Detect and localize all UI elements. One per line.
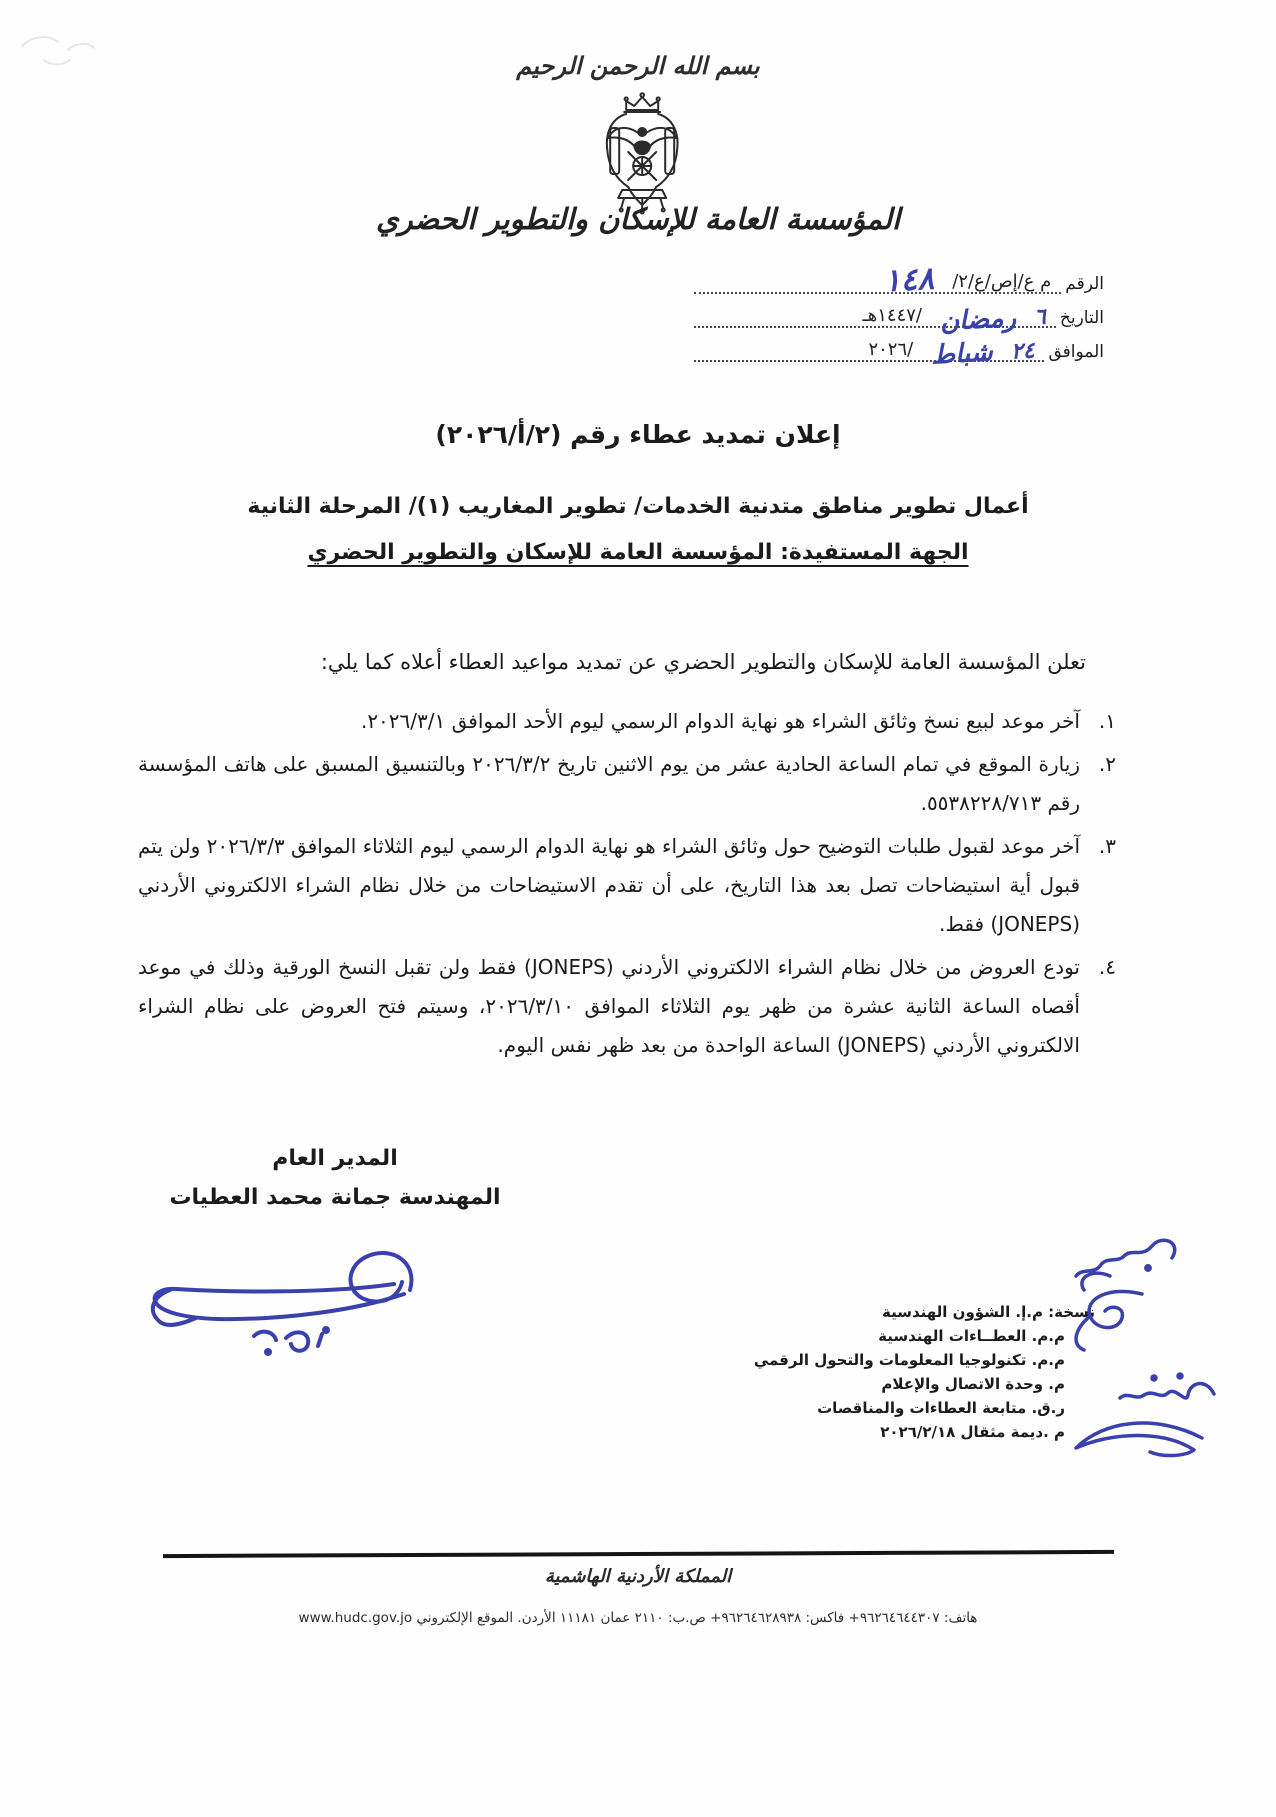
ref-date-dotted-line: [694, 303, 1056, 337]
list-item-text: آخر موعد لبيع نسخ وثائق الشراء هو نهاية الدوام الرسمي ليوم الأحد الموافق ٢٠٢٦/٣/١.: [360, 709, 1080, 733]
copy-line: ر.ق. متابعة العطاءات والمناقصات: [817, 1399, 1065, 1417]
org-name-calligraphy: المؤسسة العامة للإسكان والتطوير الحضري: [375, 202, 901, 236]
reference-block: [694, 260, 1104, 371]
bismillah-calligraphy: بسم الله الرحمن الرحيم: [516, 52, 760, 80]
footer-contact-line: هاتف: ٩٦٢٦٤٦٤٤٣٠٧+ فاكس: ٩٦٢٦٤٦٢٨٩٣٨+ ص.ب: ٢١١٠ عمان ١١١٨١ الأردن. الموقع الإلكتروني www.hudc.gov.jo: [298, 1610, 978, 1626]
list-item-number: ٣.: [1098, 834, 1116, 858]
handwritten-initials-bottom: [1030, 1362, 1230, 1477]
list-item-number: ٢.: [1098, 752, 1116, 776]
ref-date-month-handwritten: رمضان: [939, 303, 1017, 337]
signatory-title: المدير العام: [272, 1146, 398, 1171]
list-item: [138, 827, 1116, 944]
list-item: [138, 948, 1116, 1065]
signature-block: [120, 1146, 550, 1210]
copy-line: م .ديمة مثقال ٢٠٢٦/٢/١٨: [880, 1423, 1065, 1441]
list-item-text: تودع العروض من خلال نظام الشراء الالكتروني الأردني (JONEPS) فقط ولن تقبل النسخ الورقية وذلك في موعد أقصاه الساعة الثانية عشرة من ظهر يوم الثلاثاء الموافق ٢٠٢٦/٣/١٠، وسيتم فتح العروض على نظام الشراء الالكتروني الأردني (JONEPS) الساعة الواحدة من بعد ظهر نفس اليوم.: [138, 955, 1080, 1057]
subject-line-2: الجهة المستفيدة: المؤسسة العامة للإسكان والتطوير الحضري: [307, 540, 969, 565]
ref-greg-label: الموافق: [1048, 342, 1104, 362]
ref-number-label: الرقم: [1065, 274, 1104, 294]
ref-greg-year-printed: /٢٠٢٦: [868, 339, 914, 360]
list-item: [138, 745, 1116, 823]
ref-date-year-printed: /١٤٤٧هـ: [862, 305, 922, 326]
list-item-number: ٤.: [1098, 955, 1116, 979]
ref-number-dotted-line: [694, 260, 1061, 300]
tender-extension-list: [138, 702, 1116, 1069]
ref-gregorian-date-line: [694, 328, 1104, 371]
ref-number-handwritten: ١٤٨: [883, 260, 936, 300]
ref-greg-day-handwritten: ٢٤: [1010, 338, 1036, 365]
kingdom-calligraphy: المملكة الأردنية الهاشمية: [544, 1566, 732, 1587]
ref-greg-month-handwritten: شباط: [930, 337, 994, 371]
handwritten-initials-top: [990, 1228, 1200, 1368]
ref-number-printed: م ع/إص/ع/٢/: [952, 271, 1052, 292]
signatory-name: المهندسة جمانة محمد العطيات: [169, 1185, 501, 1210]
copy-line: م. وحدة الاتصال والإعلام: [881, 1375, 1065, 1393]
copy-line: م.م. العطــاءات الهندسية: [878, 1327, 1065, 1345]
intro-paragraph: تعلن المؤسسة العامة للإسكان والتطوير الحضري عن تمديد مواعيد العطاء أعلاه كما يلي:: [320, 650, 1086, 674]
ref-date-label: التاريخ: [1059, 308, 1104, 328]
list-item-text: زيارة الموقع في تمام الساعة الحادية عشر من يوم الاثنين تاريخ ٢٠٢٦/٣/٢ وبالتنسيق المسبق على هاتف المؤسسة رقم ٥٥٣٨٢٢٨/٧١٣.: [138, 752, 1080, 815]
list-item: [138, 702, 1116, 741]
ref-number-line: [694, 260, 1104, 300]
ref-date-day-handwritten: ٦: [1033, 304, 1047, 331]
director-signature-ink: [126, 1232, 456, 1372]
list-item-text: آخر موعد لقبول طلبات التوضيح حول وثائق الشراء هو نهاية الدوام الرسمي ليوم الثلاثاء الموافق ٢٠٢٦/٣/٣ ولن يتم قبول أية استيضاحات تصل بعد هذا التاريخ، على أن تقدم الاستيضاحات من خلال نظام الشراء الالكتروني الأردني (JONEPS) فقط.: [138, 834, 1080, 936]
copy-line: نسخة: م.إ. الشؤون الهندسية: [881, 1303, 1095, 1321]
list-item-number: ١.: [1098, 709, 1116, 733]
footer-rule: [163, 1550, 1114, 1558]
ref-greg-dotted-line: [694, 337, 1044, 371]
copy-line: م.م. تكنولوجيا المعلومات والتحول الرقمي: [753, 1351, 1065, 1369]
page-title: إعلان تمديد عطاء رقم (٢/أ/٢٠٢٦): [435, 420, 841, 449]
subject-line-1: أعمال تطوير مناطق متدنية الخدمات/ تطوير المغاريب (١)/ المرحلة الثانية: [247, 494, 1029, 519]
ref-hijri-date-line: [694, 294, 1104, 337]
